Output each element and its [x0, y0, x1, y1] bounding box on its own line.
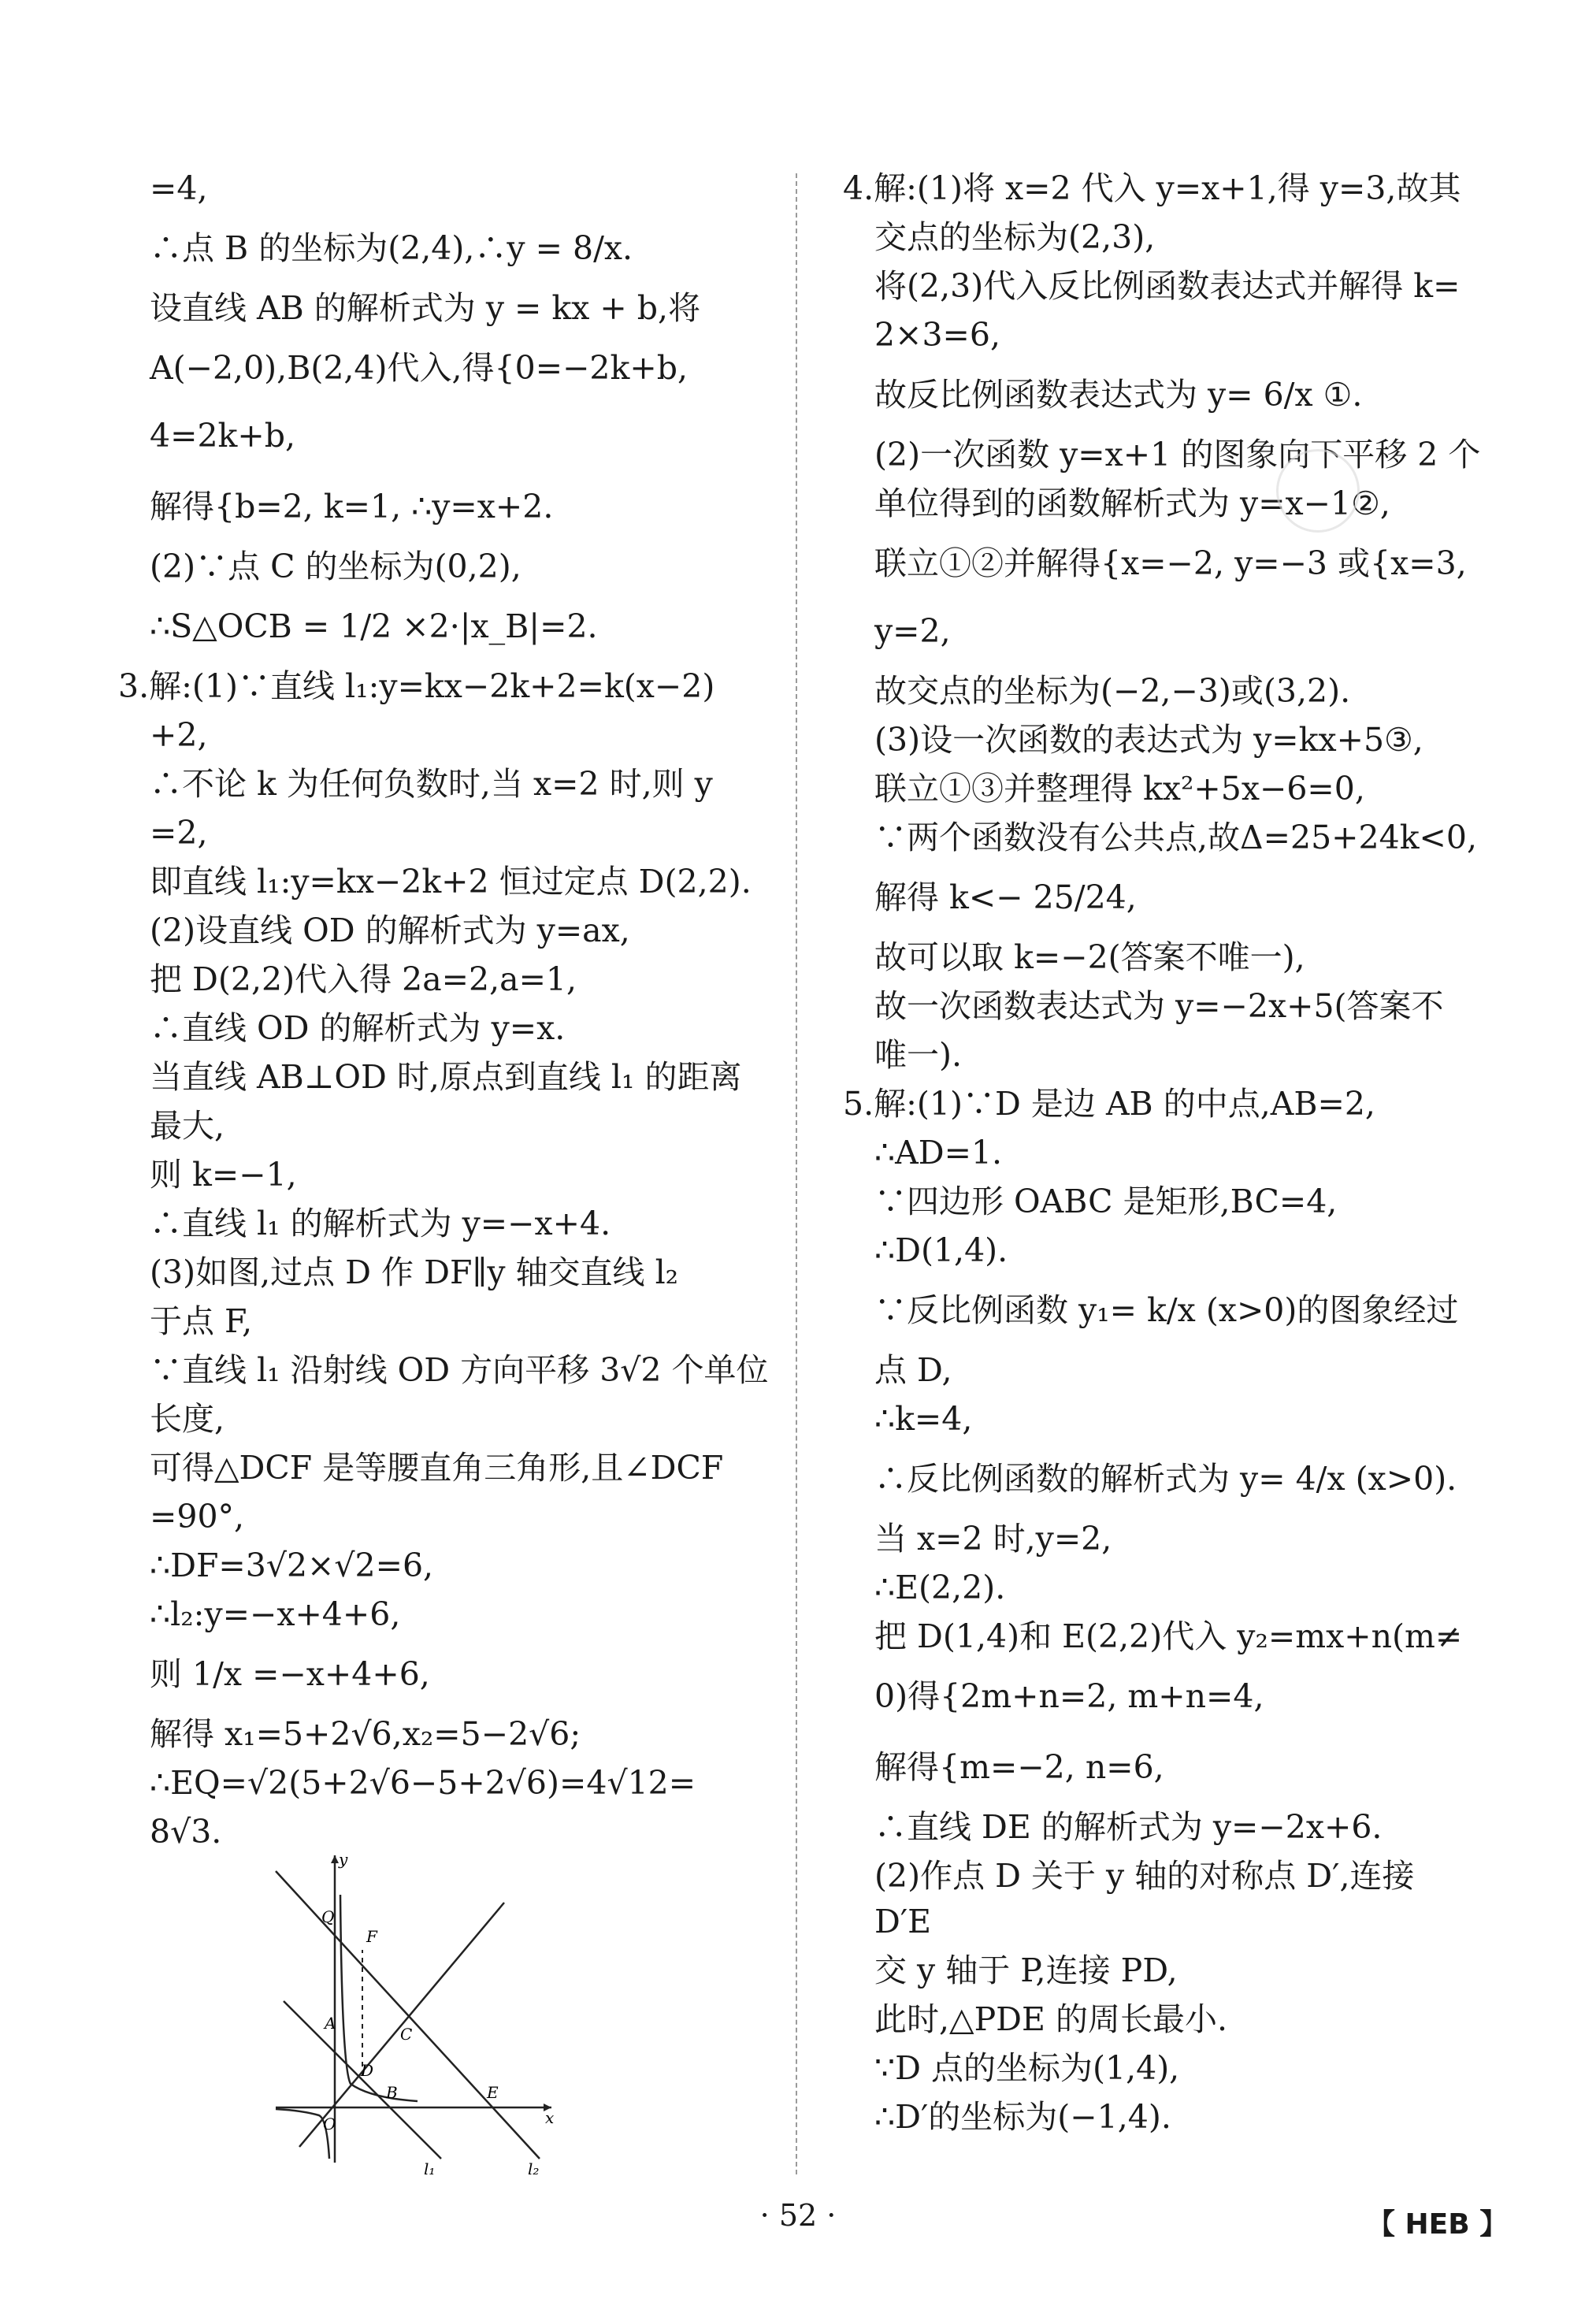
text-line: 3.解:(1)∵直线 l₁:y=kx−2k+2=k(x−2)	[118, 667, 715, 705]
text-line: (3)如图,过点 D 作 DF∥y 轴交直线 l₂	[150, 1253, 679, 1291]
text-line: ∴DF=3√2×√2=6,	[150, 1547, 434, 1584]
text-line: 交 y 轴于 P,连接 PD,	[874, 1951, 1178, 1989]
text-line: ∴D(1,4).	[874, 1231, 1008, 1269]
edition-badge: 【 HEB 】	[1367, 2208, 1509, 2241]
left-column	[118, 165, 772, 1858]
text-line: ∴S△OCB = 1/2 ×2·|x_B|=2.	[150, 607, 598, 645]
text-line: +2,	[150, 716, 208, 754]
text-line: 此时,△PDE 的周长最小.	[874, 2000, 1228, 2038]
label-a: A	[325, 2014, 336, 2033]
text-line: ∴E(2,2).	[874, 1569, 1006, 1606]
text-line: 将(2,3)代入反比例函数表达式并解得 k=	[874, 267, 1461, 305]
text-line: 故反比例函数表达式为 y= 6/x ①.	[874, 376, 1363, 414]
text-line: 设直线 AB 的解析式为 y = kx + b,将	[150, 289, 701, 327]
text-line: ∴EQ=√2(5+2√6−5+2√6)=4√12=	[150, 1764, 696, 1802]
text-line: 0)得{2m+n=2, m+n=4,	[874, 1677, 1264, 1715]
text-line: 即直线 l₁:y=kx−2k+2 恒过定点 D(2,2).	[150, 863, 752, 900]
label-b: B	[386, 2083, 398, 2102]
label-f: F	[366, 1927, 377, 1946]
text-line: 长度,	[150, 1400, 225, 1438]
text-line: 联立①②并解得{x=−2, y=−3 或{x=3, y=2,	[874, 544, 1477, 650]
text-line: 把 D(1,4)和 E(2,2)代入 y₂=mx+n(m≠	[874, 1617, 1463, 1655]
text-line: 解得{m=−2, n=6,	[874, 1748, 1164, 1786]
text-line: ∴不论 k 为任何负数时,当 x=2 时,则 y	[150, 765, 713, 803]
text-line: ∴l₂:y=−x+4+6,	[150, 1595, 401, 1633]
text-line: 故可以取 k=−2(答案不唯一),	[874, 938, 1305, 976]
text-line: ∴反比例函数的解析式为 y= 4/x (x>0).	[874, 1460, 1457, 1498]
text-line: 单位得到的函数解析式为 y=x−1②,	[874, 485, 1390, 522]
column-divider	[796, 173, 797, 2174]
label-e: E	[487, 2083, 499, 2102]
label-l2: l₂	[528, 2159, 540, 2178]
text-line: =90°,	[150, 1498, 245, 1535]
right-column	[843, 165, 1481, 2143]
text-line: 解得{b=2, k=1, ∴y=x+2.	[150, 488, 554, 525]
text-line: (2)作点 D 关于 y 轴的对称点 D′,连接 D′E	[874, 1857, 1425, 1940]
text-line: 2×3=6,	[874, 316, 1000, 354]
label-l1: l₁	[424, 2159, 436, 2178]
label-c: C	[400, 2025, 413, 2044]
text-line: (3)设一次函数的表达式为 y=kx+5③,	[874, 721, 1423, 759]
text-line: 解得 k<− 25/24,	[874, 878, 1137, 916]
label-d: D	[361, 2061, 374, 2080]
text-line: A(−2,0),B(2,4)代入,得{0=−2k+b, 4=2k+b,	[150, 349, 699, 455]
text-line: 于点 F,	[150, 1302, 253, 1340]
text-line: 把 D(2,2)代入得 2a=2,a=1,	[150, 960, 577, 998]
text-line: 当 x=2 时,y=2,	[874, 1520, 1112, 1558]
text-line: ∴AD=1.	[874, 1134, 1003, 1172]
text-line: =4,	[150, 169, 208, 207]
label-q: Q	[321, 1907, 335, 1926]
text-line: 5.解:(1)∵D 是边 AB 的中点,AB=2,	[843, 1085, 1375, 1123]
text-line: 最大,	[150, 1107, 225, 1145]
text-line: 8√3.	[150, 1813, 222, 1851]
label-y: y	[339, 1850, 348, 1869]
text-line: ∵D 点的坐标为(1,4),	[874, 2049, 1180, 2087]
text-line: (2)∵点 C 的坐标为(0,2),	[150, 548, 521, 585]
text-line: =2,	[150, 814, 208, 852]
text-line: ∴D′的坐标为(−1,4).	[874, 2098, 1171, 2136]
text-line: ∵反比例函数 y₁= k/x (x>0)的图象经过	[874, 1291, 1459, 1329]
text-line: ∵两个函数没有公共点,故Δ=25+24k<0,	[874, 819, 1478, 856]
line-l2	[276, 1871, 540, 2159]
text-line: (2)一次函数 y=x+1 的图象向下平移 2 个	[874, 436, 1481, 473]
text-line: ∴直线 DE 的解析式为 y=−2x+6.	[874, 1808, 1383, 1846]
text-line: 点 D,	[874, 1351, 952, 1389]
text-line: 可得△DCF 是等腰直角三角形,且∠DCF	[150, 1449, 724, 1487]
text-line: 唯一).	[874, 1036, 963, 1074]
text-line: ∴点 B 的坐标为(2,4),∴y = 8/x.	[150, 229, 633, 267]
text-line: (2)设直线 OD 的解析式为 y=ax,	[150, 912, 630, 949]
text-line: ∴k=4,	[874, 1400, 973, 1438]
text-line: ∴直线 OD 的解析式为 y=x.	[150, 1009, 566, 1047]
geometry-figure	[260, 1847, 559, 2178]
label-o: O	[323, 2115, 336, 2133]
text-line: ∵四边形 OABC 是矩形,BC=4,	[874, 1183, 1338, 1220]
hyperbola-branch-neg	[276, 2109, 329, 2159]
page-number: · 52 ·	[759, 2198, 837, 2233]
text-line: 联立①③并整理得 kx²+5x−6=0,	[874, 770, 1365, 808]
text-line: 故一次函数表达式为 y=−2x+5(答案不	[874, 987, 1444, 1025]
text-line: 则 1/x =−x+4+6,	[150, 1655, 430, 1693]
text-line: 则 k=−1,	[150, 1156, 297, 1194]
text-line: ∴直线 l₁ 的解析式为 y=−x+4.	[150, 1205, 611, 1242]
text-line: 故交点的坐标为(−2,−3)或(3,2).	[874, 672, 1351, 710]
y-axis-arrow	[331, 1855, 339, 1863]
watermark-stamp	[1276, 449, 1360, 533]
text-line: 解得 x₁=5+2√6,x₂=5−2√6;	[150, 1715, 581, 1753]
label-x: x	[545, 2108, 555, 2127]
text-line: 4.解:(1)将 x=2 代入 y=x+1,得 y=3,故其	[843, 169, 1461, 207]
text-line: 交点的坐标为(2,3),	[874, 218, 1156, 256]
text-line: 当直线 AB⊥OD 时,原点到直线 l₁ 的距离	[150, 1058, 742, 1096]
text-line: ∵直线 l₁ 沿射线 OD 方向平移 3√2 个单位	[150, 1351, 769, 1389]
